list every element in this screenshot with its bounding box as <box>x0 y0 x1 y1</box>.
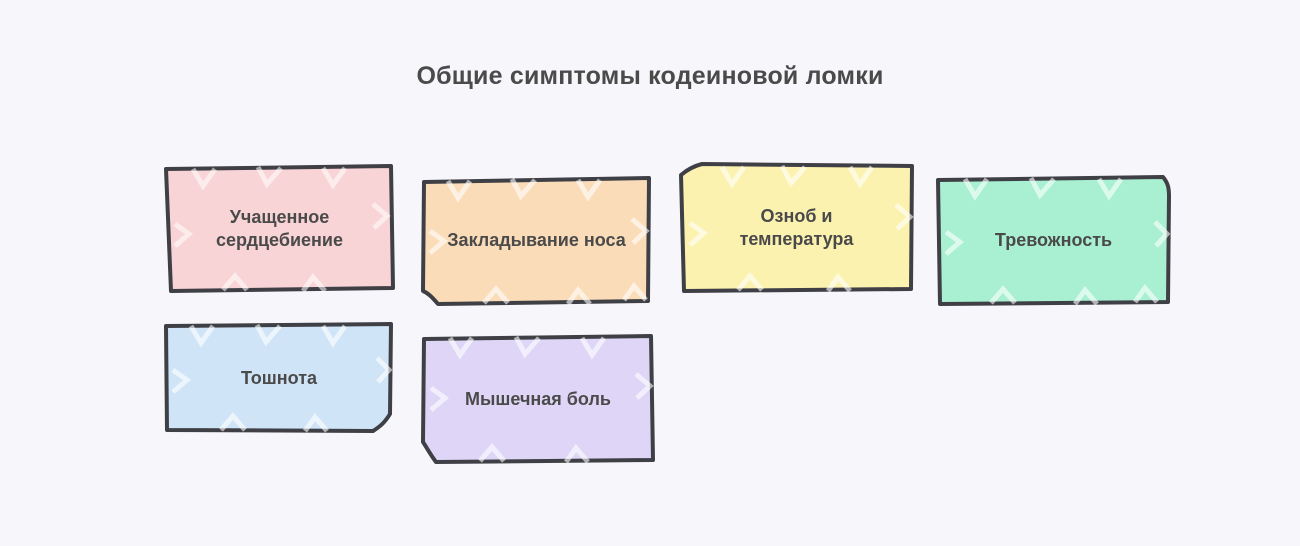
note-label: Закладывание носа <box>447 230 626 251</box>
note-nasal-congestion[interactable] <box>420 175 653 306</box>
note-label: Мышечная боль <box>465 388 611 409</box>
note-label: Учащенное сердцебиение <box>216 207 343 250</box>
note-label: Озноб и температура <box>739 206 854 249</box>
note-palpitations[interactable] <box>163 164 396 293</box>
note-muscle-pain[interactable] <box>420 334 656 464</box>
note-chills-fever[interactable] <box>678 161 915 294</box>
note-anxiety[interactable] <box>935 174 1172 307</box>
sticky-notes-board <box>0 150 1300 490</box>
note-nausea[interactable] <box>163 322 395 434</box>
page-title: Общие симптомы кодеиновой ломки <box>416 62 884 90</box>
note-label: Тошнота <box>240 367 318 388</box>
note-label: Тревожность <box>994 230 1113 251</box>
